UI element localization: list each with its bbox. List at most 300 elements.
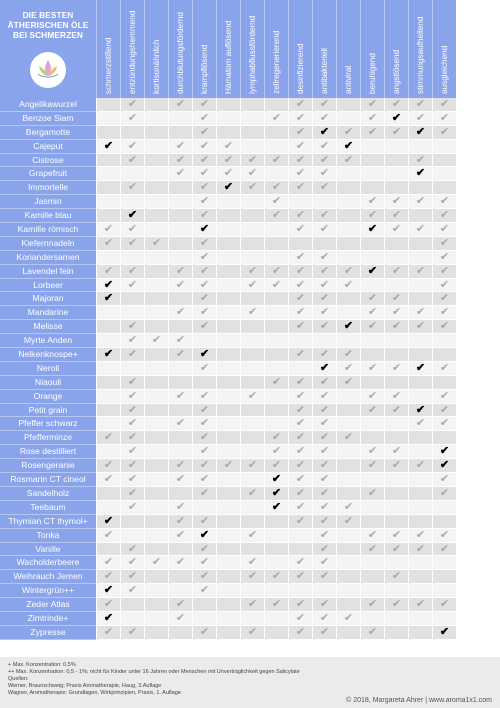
check-icon: ✔: [312, 543, 336, 557]
empty-cell: [216, 584, 240, 598]
check-icon: ✔: [384, 306, 408, 320]
empty-cell: [360, 515, 384, 529]
empty-cell: [96, 154, 120, 168]
empty-cell: [168, 445, 192, 459]
empty-cell: [240, 348, 264, 362]
empty-cell: [432, 431, 456, 445]
check-icon: ✔: [288, 376, 312, 390]
table-row: [0, 348, 500, 362]
check-icon: ✔: [288, 292, 312, 306]
empty-cell: [360, 431, 384, 445]
empty-cell: [312, 584, 336, 598]
check-icon: ✔: [120, 501, 144, 515]
empty-cell: [360, 181, 384, 195]
empty-cell: [168, 292, 192, 306]
empty-cell: [216, 417, 240, 431]
check-icon: ✔: [408, 195, 432, 209]
check-icon: ✔: [312, 376, 336, 390]
empty-cell: [168, 584, 192, 598]
column-header-label: beruhigend: [367, 53, 377, 94]
check-icon: ✔: [168, 459, 192, 473]
header-title-block: [0, 0, 96, 98]
check-icon: ✔: [408, 543, 432, 557]
empty-cell: [168, 251, 192, 265]
check-icon: ✔: [192, 570, 216, 584]
oil-name: Lorbeer: [0, 279, 96, 293]
check-icon: ✔: [312, 501, 336, 515]
check-icon: ✔: [96, 223, 120, 237]
empty-cell: [432, 154, 456, 168]
empty-cell: [240, 404, 264, 418]
empty-cell: [216, 556, 240, 570]
empty-cell: [264, 404, 288, 418]
empty-cell: [360, 376, 384, 390]
table-row: [0, 626, 500, 640]
check-icon: ✔: [384, 404, 408, 418]
empty-cell: [144, 626, 168, 640]
check-icon: ✔: [408, 98, 432, 112]
check-icon: ✔: [264, 181, 288, 195]
check-icon: ✔: [288, 445, 312, 459]
empty-cell: [216, 195, 240, 209]
empty-cell: [240, 209, 264, 223]
empty-cell: [96, 251, 120, 265]
oil-name: Wacholderbeere: [0, 556, 96, 570]
check-icon: ✔: [120, 473, 144, 487]
check-icon: ✔: [288, 279, 312, 293]
column-header: [432, 0, 456, 98]
check-icon: ✔: [336, 126, 360, 140]
check-icon: ✔: [312, 473, 336, 487]
check-icon: ✔: [312, 431, 336, 445]
check-icon: ✔: [312, 98, 336, 112]
check-icon: ✔: [288, 265, 312, 279]
empty-cell: [216, 404, 240, 418]
empty-cell: [288, 362, 312, 376]
table-row: [0, 404, 500, 418]
empty-cell: [312, 237, 336, 251]
oil-name: Vanille: [0, 543, 96, 557]
empty-cell: [336, 251, 360, 265]
empty-cell: [144, 543, 168, 557]
empty-cell: [144, 404, 168, 418]
check-icon: ✔: [264, 209, 288, 223]
empty-cell: [264, 334, 288, 348]
empty-cell: [96, 306, 120, 320]
empty-cell: [384, 140, 408, 154]
empty-cell: [144, 570, 168, 584]
check-icon: ✔: [312, 251, 336, 265]
empty-cell: [216, 390, 240, 404]
empty-cell: [384, 584, 408, 598]
empty-cell: [96, 195, 120, 209]
empty-cell: [144, 292, 168, 306]
check-icon: ✔: [168, 348, 192, 362]
check-icon: ✔: [120, 223, 144, 237]
empty-cell: [192, 501, 216, 515]
copyright-credit: © 2018, Margareta Ahrer | www.aroma1x1.com: [346, 697, 492, 704]
empty-cell: [144, 417, 168, 431]
check-icon: ✔: [288, 167, 312, 181]
check-icon: ✔: [408, 598, 432, 612]
oil-name: Orange: [0, 390, 96, 404]
empty-cell: [432, 515, 456, 529]
check-icon: ✔: [360, 626, 384, 640]
empty-cell: [336, 556, 360, 570]
empty-cell: [96, 112, 120, 126]
oil-name: Zypresse: [0, 626, 96, 640]
empty-cell: [216, 320, 240, 334]
empty-cell: [408, 612, 432, 626]
check-icon: ✔: [408, 112, 432, 126]
check-icon: ✔: [288, 473, 312, 487]
column-header-label: antiviral: [343, 65, 353, 94]
check-icon: ✔: [192, 279, 216, 293]
oil-name: Angelikawurzel: [0, 98, 96, 112]
oil-name: Majoran: [0, 292, 96, 306]
empty-cell: [216, 126, 240, 140]
empty-cell: [120, 529, 144, 543]
empty-cell: [336, 417, 360, 431]
empty-cell: [144, 320, 168, 334]
check-icon: ✔: [432, 251, 456, 265]
check-icon: ✔: [264, 112, 288, 126]
empty-cell: [432, 348, 456, 362]
empty-cell: [408, 390, 432, 404]
empty-cell: [216, 292, 240, 306]
check-icon: ✔: [216, 167, 240, 181]
column-header: [360, 0, 384, 98]
check-icon: ✔: [312, 626, 336, 640]
check-icon: ✔: [312, 306, 336, 320]
empty-cell: [384, 612, 408, 626]
empty-cell: [96, 334, 120, 348]
check-icon: ✔: [264, 570, 288, 584]
column-header: [240, 0, 264, 98]
empty-cell: [360, 140, 384, 154]
table-row: [0, 112, 500, 126]
empty-cell: [120, 195, 144, 209]
empty-cell: [384, 431, 408, 445]
empty-cell: [336, 292, 360, 306]
empty-cell: [408, 348, 432, 362]
empty-cell: [120, 292, 144, 306]
check-icon: ✔: [336, 376, 360, 390]
check-icon: ✔: [168, 279, 192, 293]
check-icon: ✔: [192, 515, 216, 529]
check-icon: ✔: [264, 445, 288, 459]
oil-name: Zimtrinde+: [0, 612, 96, 626]
check-icon: ✔: [384, 570, 408, 584]
table-row: [0, 362, 500, 376]
column-header: [216, 0, 240, 98]
column-header: [168, 0, 192, 98]
empty-cell: [96, 209, 120, 223]
empty-cell: [192, 612, 216, 626]
check-icon: ✔: [96, 292, 120, 306]
empty-cell: [336, 223, 360, 237]
empty-cell: [216, 265, 240, 279]
check-icon: ✔: [384, 543, 408, 557]
empty-cell: [360, 279, 384, 293]
empty-cell: [264, 390, 288, 404]
empty-cell: [360, 584, 384, 598]
empty-cell: [264, 529, 288, 543]
empty-cell: [216, 376, 240, 390]
check-icon: ✔: [216, 140, 240, 154]
check-icon: ✔: [384, 598, 408, 612]
empty-cell: [336, 195, 360, 209]
empty-cell: [216, 223, 240, 237]
empty-cell: [360, 251, 384, 265]
check-icon: ✔: [312, 223, 336, 237]
oil-name: Kamille blau: [0, 209, 96, 223]
check-icon: ✔: [312, 154, 336, 168]
empty-cell: [144, 112, 168, 126]
check-icon: ✔: [384, 390, 408, 404]
empty-cell: [192, 376, 216, 390]
check-icon: ✔: [432, 459, 456, 473]
empty-cell: [360, 570, 384, 584]
check-icon: ✔: [384, 126, 408, 140]
check-icon: ✔: [192, 390, 216, 404]
column-header: [408, 0, 432, 98]
empty-cell: [384, 181, 408, 195]
empty-cell: [408, 140, 432, 154]
check-icon: ✔: [240, 167, 264, 181]
empty-cell: [288, 334, 312, 348]
check-icon: ✔: [360, 445, 384, 459]
check-icon: ✔: [312, 487, 336, 501]
check-icon: ✔: [168, 598, 192, 612]
empty-cell: [240, 543, 264, 557]
check-icon: ✔: [120, 626, 144, 640]
empty-cell: [264, 612, 288, 626]
table-row: [0, 181, 500, 195]
oil-name: Zeder Atlas: [0, 598, 96, 612]
empty-cell: [168, 570, 192, 584]
check-icon: ✔: [288, 515, 312, 529]
check-icon: ✔: [312, 112, 336, 126]
check-icon: ✔: [120, 376, 144, 390]
check-icon: ✔: [384, 362, 408, 376]
empty-cell: [96, 501, 120, 515]
empty-cell: [144, 445, 168, 459]
oil-name: Cistrose: [0, 154, 96, 168]
oil-name: Melisse: [0, 320, 96, 334]
empty-cell: [384, 348, 408, 362]
column-header: [384, 0, 408, 98]
empty-cell: [384, 473, 408, 487]
table-row: [0, 167, 500, 181]
check-icon: ✔: [144, 334, 168, 348]
oil-name: Niaouli: [0, 376, 96, 390]
empty-cell: [264, 556, 288, 570]
check-icon: ✔: [192, 626, 216, 640]
check-icon: ✔: [432, 98, 456, 112]
empty-cell: [216, 612, 240, 626]
empty-cell: [144, 154, 168, 168]
empty-cell: [240, 417, 264, 431]
empty-cell: [96, 167, 120, 181]
check-icon: ✔: [408, 167, 432, 181]
empty-cell: [408, 445, 432, 459]
check-icon: ✔: [408, 404, 432, 418]
check-icon: ✔: [360, 209, 384, 223]
check-icon: ✔: [240, 154, 264, 168]
check-icon: ✔: [432, 390, 456, 404]
empty-cell: [264, 515, 288, 529]
check-icon: ✔: [288, 612, 312, 626]
check-icon: ✔: [192, 487, 216, 501]
empty-cell: [216, 279, 240, 293]
check-icon: ✔: [360, 265, 384, 279]
source-werner: Werner, Braunschweig; Praxis Aromatherapie, Haug, 3.Auflage: [8, 683, 162, 689]
check-icon: ✔: [192, 98, 216, 112]
empty-cell: [120, 167, 144, 181]
check-icon: ✔: [288, 154, 312, 168]
check-icon: ✔: [408, 529, 432, 543]
empty-cell: [432, 584, 456, 598]
check-icon: ✔: [264, 459, 288, 473]
check-icon: ✔: [312, 140, 336, 154]
empty-cell: [240, 445, 264, 459]
check-icon: ✔: [216, 459, 240, 473]
empty-cell: [240, 515, 264, 529]
empty-cell: [432, 556, 456, 570]
oil-name: Tonka: [0, 529, 96, 543]
empty-cell: [432, 501, 456, 515]
check-icon: ✔: [408, 320, 432, 334]
check-icon: ✔: [384, 223, 408, 237]
empty-cell: [264, 98, 288, 112]
check-icon: ✔: [96, 237, 120, 251]
empty-cell: [168, 626, 192, 640]
check-icon: ✔: [360, 98, 384, 112]
check-icon: ✔: [168, 140, 192, 154]
check-icon: ✔: [120, 112, 144, 126]
check-icon: ✔: [408, 154, 432, 168]
check-icon: ✔: [120, 584, 144, 598]
check-icon: ✔: [168, 265, 192, 279]
empty-cell: [240, 376, 264, 390]
oil-name: Kamille römisch: [0, 223, 96, 237]
empty-cell: [360, 334, 384, 348]
column-headers: [96, 0, 456, 98]
empty-cell: [288, 529, 312, 543]
check-icon: ✔: [288, 404, 312, 418]
table-row: [0, 598, 500, 612]
check-icon: ✔: [264, 501, 288, 515]
check-icon: ✔: [240, 390, 264, 404]
check-icon: ✔: [168, 390, 192, 404]
empty-cell: [360, 612, 384, 626]
empty-cell: [360, 556, 384, 570]
empty-cell: [216, 98, 240, 112]
check-icon: ✔: [168, 334, 192, 348]
empty-cell: [408, 570, 432, 584]
empty-cell: [384, 334, 408, 348]
check-icon: ✔: [120, 320, 144, 334]
check-icon: ✔: [192, 404, 216, 418]
empty-cell: [408, 515, 432, 529]
empty-cell: [336, 237, 360, 251]
empty-cell: [408, 181, 432, 195]
check-icon: ✔: [312, 529, 336, 543]
empty-cell: [432, 181, 456, 195]
table-row: [0, 140, 500, 154]
check-icon: ✔: [432, 126, 456, 140]
empty-cell: [336, 209, 360, 223]
empty-cell: [408, 556, 432, 570]
empty-cell: [144, 487, 168, 501]
empty-cell: [144, 98, 168, 112]
check-icon: ✔: [312, 556, 336, 570]
empty-cell: [264, 237, 288, 251]
check-icon: ✔: [432, 279, 456, 293]
empty-cell: [144, 376, 168, 390]
check-icon: ✔: [360, 529, 384, 543]
check-icon: ✔: [96, 529, 120, 543]
empty-cell: [360, 473, 384, 487]
empty-cell: [288, 195, 312, 209]
empty-cell: [240, 223, 264, 237]
column-header-label: schmerzstillend: [103, 37, 113, 94]
empty-cell: [264, 140, 288, 154]
check-icon: ✔: [120, 445, 144, 459]
empty-cell: [144, 209, 168, 223]
empty-cell: [264, 584, 288, 598]
empty-cell: [192, 334, 216, 348]
table-row: [0, 98, 500, 112]
check-icon: ✔: [312, 126, 336, 140]
oil-name: Rosmarin CT cineol: [0, 473, 96, 487]
empty-cell: [216, 529, 240, 543]
empty-cell: [240, 431, 264, 445]
check-icon: ✔: [264, 195, 288, 209]
empty-cell: [336, 98, 360, 112]
check-icon: ✔: [408, 126, 432, 140]
check-icon: ✔: [96, 556, 120, 570]
table-row: [0, 501, 500, 515]
empty-cell: [360, 501, 384, 515]
empty-cell: [432, 376, 456, 390]
check-icon: ✔: [288, 126, 312, 140]
empty-cell: [312, 195, 336, 209]
empty-cell: [360, 154, 384, 168]
empty-cell: [240, 112, 264, 126]
empty-cell: [216, 334, 240, 348]
empty-cell: [96, 320, 120, 334]
table-row: [0, 612, 500, 626]
empty-cell: [216, 570, 240, 584]
empty-cell: [360, 167, 384, 181]
table-row: [0, 209, 500, 223]
empty-cell: [144, 529, 168, 543]
check-icon: ✔: [432, 487, 456, 501]
check-icon: ✔: [240, 279, 264, 293]
empty-cell: [336, 334, 360, 348]
oil-name: Weihrauch Jemen: [0, 570, 96, 584]
empty-cell: [144, 279, 168, 293]
check-icon: ✔: [312, 598, 336, 612]
empty-cell: [360, 348, 384, 362]
check-icon: ✔: [120, 334, 144, 348]
footer: [0, 657, 500, 708]
oil-name: Myrte Anden: [0, 334, 96, 348]
empty-cell: [216, 598, 240, 612]
empty-cell: [144, 265, 168, 279]
